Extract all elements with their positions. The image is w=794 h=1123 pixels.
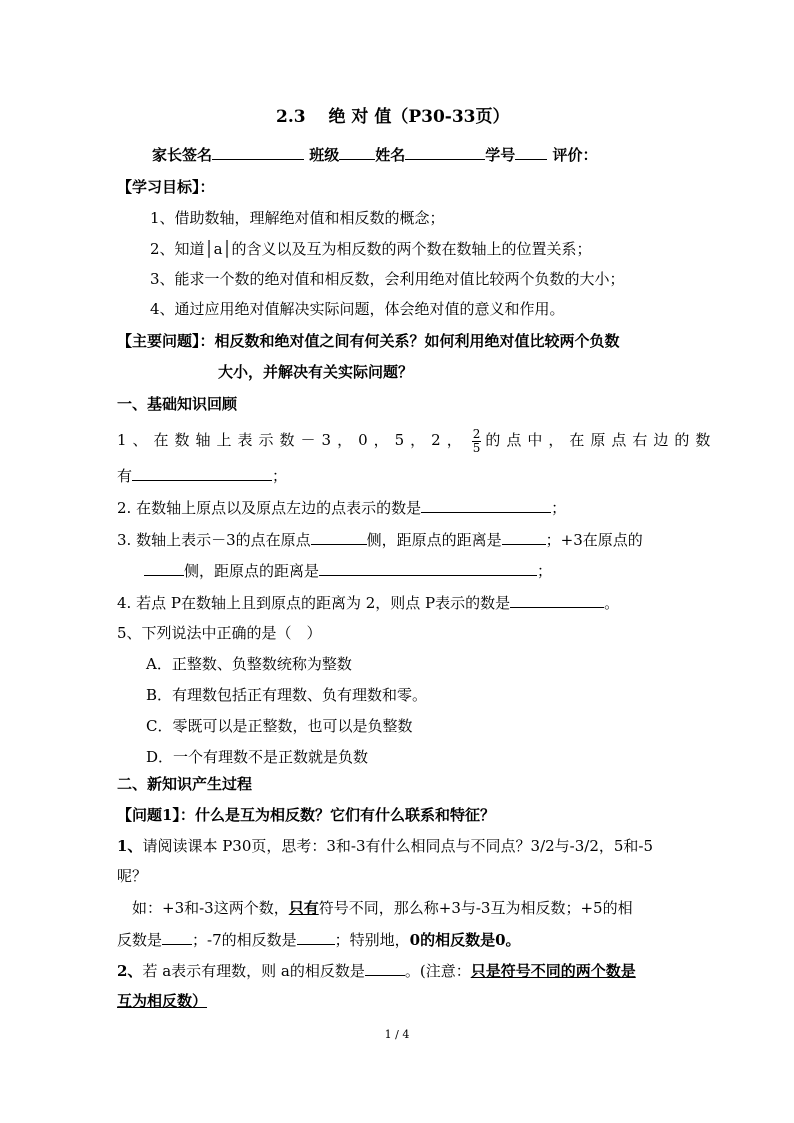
answer-blank[interactable]: [311, 529, 367, 545]
question-3: 3. 数轴上表示－3的点在原点 侧，距原点的距离是 ；+3在原点的: [117, 531, 643, 549]
question-2: 2. 在数轴上原点以及原点左边的点表示的数是 ；: [117, 499, 567, 517]
note-emphasis-2: 互为相反数）: [117, 992, 208, 1010]
goal-item: 1、借助数轴，理解绝对值和相反数的概念；: [150, 209, 445, 227]
main-question-line2: 大小，并解决有关实际问题？: [218, 363, 414, 381]
page-title: 2.3 绝 对 值（P30-33页）: [276, 107, 510, 127]
section1-heading: 一、基础知识回顾: [117, 395, 238, 413]
student-number-blank[interactable]: [515, 144, 547, 160]
goals-heading: 【学习目标】：: [117, 178, 215, 196]
answer-blank[interactable]: [132, 465, 272, 481]
class-blank[interactable]: [339, 144, 375, 160]
option-d: D．一个有理数不是正数就是负数: [146, 748, 369, 766]
section2-heading: 二、新知识产生过程: [117, 775, 253, 793]
answer-blank[interactable]: [162, 929, 192, 945]
question-1-text: 1、在数轴上表示数－3，0，5，2，: [117, 431, 468, 449]
emphasis-only: 只有: [288, 899, 319, 917]
fraction-two-fifths: $\frac{2}{5}$: [472, 426, 481, 455]
main-question-line1: 【主要问题】：相反数和绝对值之间有何关系？如何利用绝对值比较两个负数: [117, 332, 620, 350]
name-blank[interactable]: [405, 144, 485, 160]
goal-item: 2、知道│a│的含义以及互为相反数的两个数在数轴上的位置关系；: [150, 240, 592, 258]
question-2-new: 2、若 a表示有理数，则 a的相反数是 。(注意：只是符号不同的两个数是: [117, 962, 636, 980]
answer-blank[interactable]: [297, 929, 335, 945]
note-emphasis: 只是符号不同的两个数是: [470, 962, 636, 980]
question-1-text-2: 的点中，在原点右边的数: [485, 431, 717, 449]
option-b: B．有理数包括正有理数、负有理数和零。: [146, 686, 428, 704]
answer-blank[interactable]: [365, 960, 405, 976]
example-text-2: 反数是 ；-7的相反数是 ；特别地，0的相反数是0。: [117, 931, 521, 949]
example-text: 如：+3和-3这两个数，只有符号不同，那么称+3与-3互为相反数；+5的相: [132, 899, 633, 917]
answer-blank[interactable]: [502, 529, 546, 545]
zero-opposite-note: 0的相反数是0。: [409, 931, 521, 949]
answer-blank[interactable]: [421, 497, 551, 513]
signature-row: [152, 144, 598, 165]
problem-1-text: 1、请阅读课本 P30页，思考：3和-3有什么相同点与不同点？3/2与-3/2，5和-5: [117, 837, 654, 855]
goal-item: 4、通过应用绝对值解决实际问题，体会绝对值的意义和作用。: [150, 300, 565, 318]
problem-1-heading: 【问题1】：什么是互为相反数？它们有什么联系和特征？: [117, 806, 495, 824]
class-label: 班级: [309, 146, 340, 164]
parent-signature-label: 家长签名: [152, 146, 213, 164]
student-number-label: 学号: [485, 146, 516, 164]
parent-signature-blank[interactable]: [212, 144, 304, 160]
evaluation-label: 评价：: [552, 146, 598, 164]
option-a: A．正整数、负整数统称为整数: [146, 655, 352, 673]
page-number: 1 / 4: [384, 1028, 410, 1041]
problem-1-text-2: 呢？: [117, 867, 148, 885]
answer-blank[interactable]: [319, 560, 537, 576]
answer-blank[interactable]: [144, 560, 184, 576]
goal-item: 3、能求一个数的绝对值和相反数，会利用绝对值比较两个负数的大小；: [150, 270, 625, 288]
answer-blank[interactable]: [510, 592, 604, 608]
question-3-line2: 侧，距原点的距离是 ；: [144, 560, 552, 581]
option-c: C．零既可以是正整数，也可以是负整数: [146, 717, 413, 735]
question-1: [117, 424, 716, 456]
question-1-line2: 有 ；: [117, 467, 288, 485]
question-5: 5、下列说法中正确的是（ ）: [117, 624, 322, 642]
question-4: 4. 若点 P在数轴上且到原点的距离为 2，则点 P表示的数是 。: [117, 594, 620, 612]
name-label: 姓名: [375, 146, 406, 164]
